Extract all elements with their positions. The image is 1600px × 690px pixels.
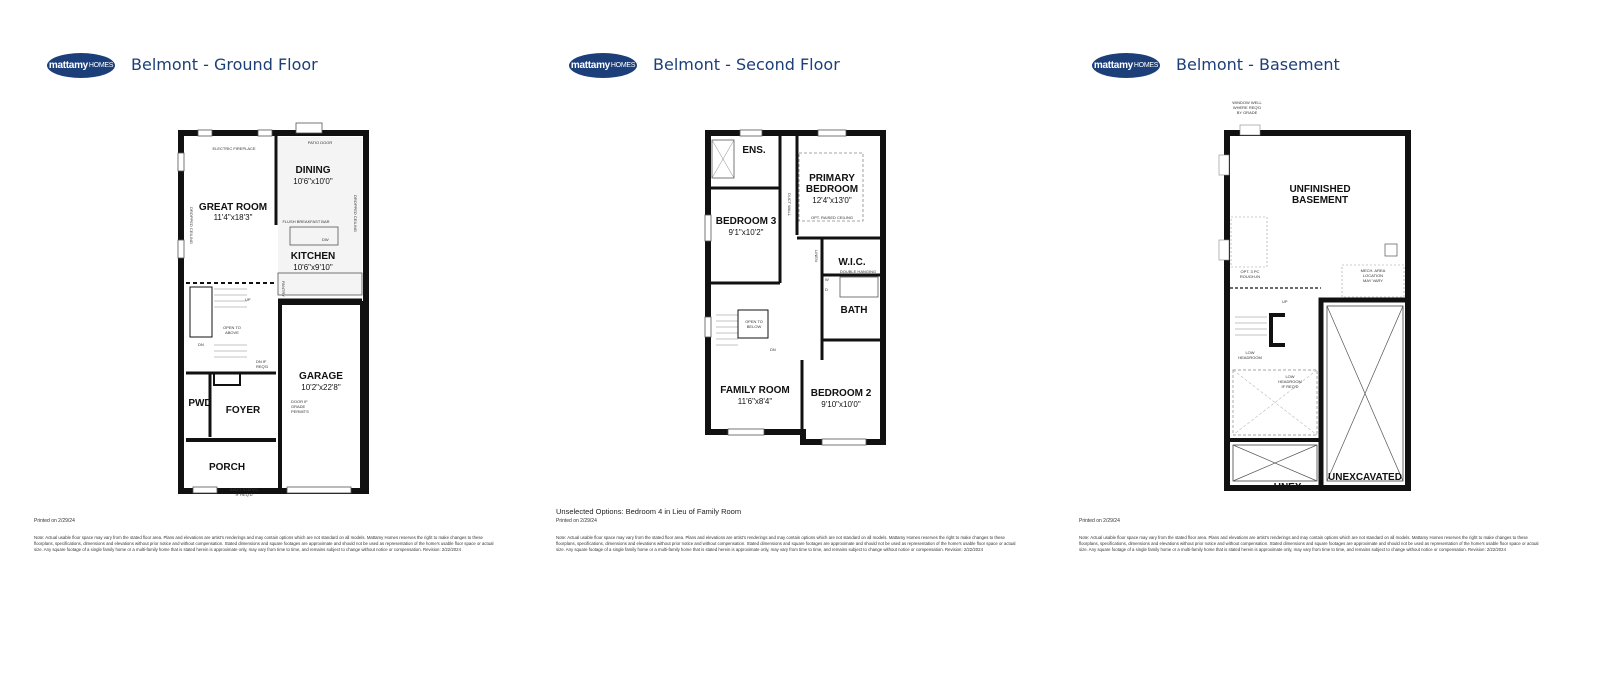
printed-date: Printed on 2/29/24 [34,518,75,524]
svg-text:ELECTRIC FIREPLACE: ELECTRIC FIREPLACE [212,146,256,151]
svg-text:REQ'D: REQ'D [256,364,269,369]
svg-text:IF REQ'D: IF REQ'D [1281,384,1299,389]
room-label: PWD [188,398,212,409]
svg-text:DN: DN [770,347,776,352]
svg-text:DW: DW [322,237,329,242]
room-label: BASEMENT [1291,195,1349,206]
room-label: W.I.C. [838,257,866,268]
svg-text:INSET STEP(S): INSET STEP(S) [229,487,259,492]
svg-text:UP: UP [1282,299,1288,304]
svg-text:IF REQ'D: IF REQ'D [235,492,253,497]
sheet-title: Belmont - Second Floor [653,55,840,74]
svg-text:ROUGH-IN: ROUGH-IN [1239,274,1261,279]
svg-text:D: D [825,287,828,292]
room-label: PORCH [208,462,246,473]
room-label: ENS. [742,145,766,156]
room-label: DINING [295,165,331,176]
svg-text:OPT. 3 PC: OPT. 3 PC [1240,269,1260,274]
svg-text:DN: DN [198,342,204,347]
svg-text:MAY VARY: MAY VARY [1363,278,1383,283]
svg-text:OPEN TO: OPEN TO [745,319,763,324]
room-label: BEDROOM 3 [715,216,777,227]
printed-date: Printed on 2/29/24 [556,518,597,524]
svg-text:DROPPED CEILING: DROPPED CEILING [353,195,358,232]
svg-text:PERMITS: PERMITS [291,409,309,414]
svg-text:BY GRADE: BY GRADE [1236,110,1258,115]
room-label: UNEXCAVATED [1328,472,1402,483]
room-label: KITCHEN [290,251,336,262]
floorplan-second [522,95,1042,505]
svg-text:LINEN: LINEN [814,250,819,262]
room-label: UNEX. [1273,482,1305,493]
room-label: FOYER [225,405,261,416]
svg-text:LOW: LOW [1285,374,1295,379]
room-label: BEDROOM [805,184,859,195]
svg-text:BELOW: BELOW [746,324,762,329]
room-dim: 11'6"x8'4" [737,397,773,406]
svg-text:DROPPED CEILING: DROPPED CEILING [189,207,194,244]
svg-text:HEADROOM: HEADROOM [1278,379,1302,384]
mattamy-logo: mattamy HOMES [1092,53,1160,78]
svg-text:WINDOW WELL: WINDOW WELL [1232,100,1262,105]
svg-text:OPT. RAISED CEILING: OPT. RAISED CEILING [810,215,854,220]
disclaimer-note: Note: Actual usable floor space may vary from the stated floor area. Plans and elevations are artist's renderings and may contain options which are not standard on all models. Mattamy Homes reserves the right to make changes to these floorplans, specifications, dimensions and elevations without prior notice and without compensation. Stated dimensions and square footages are approximate and should not be used as representation of the home's usable floor space or actual size. Any square footage of a single family home or a multi-family home that is stated herein is approximate only, may vary from time to time, and remains subject to change without notice or compensation. Revision: 2/22/2024 [556,535,1016,552]
svg-text:DUCT WALL: DUCT WALL [787,193,792,216]
svg-text:DOUBLE HANGING: DOUBLE HANGING [839,269,877,274]
room-dim: 10'6"x10'0" [293,177,333,186]
unselected-options: Unselected Options: Bedroom 4 in Lieu of Family Room [556,507,742,516]
sheet-title: Belmont - Ground Floor [131,55,318,74]
svg-text:MECH. AREA: MECH. AREA [1360,268,1386,273]
svg-text:UP: UP [245,297,251,302]
room-label: UNFINISHED [1289,184,1351,195]
mattamy-logo: mattamy HOMES [47,53,115,78]
room-label: GARAGE [299,371,343,382]
svg-text:OPEN TO: OPEN TO [223,325,241,330]
svg-text:HEADROOM: HEADROOM [1238,355,1262,360]
svg-text:LOW: LOW [1245,350,1255,355]
floorplan-ground [0,95,520,505]
room-dim: 9'10"x10'0" [821,400,861,409]
svg-text:PANTRY: PANTRY [281,281,286,297]
sheet-ground-floor [0,0,520,690]
room-label: PRIMARY [809,173,855,184]
room-dim: 10'6"x9'10" [293,263,333,272]
svg-text:WHERE REQ'D: WHERE REQ'D [1232,105,1262,110]
svg-text:W: W [825,277,829,282]
room-label: BATH [840,305,868,316]
room-dim: 11'4"x18'3" [213,213,253,222]
disclaimer-note: Note: Actual usable floor space may vary from the stated floor area. Plans and elevations are artist's renderings and may contain options which are not standard on all models. Mattamy Homes reserves the right to make changes to these floorplans, specifications, dimensions and elevations without prior notice and without compensation. Stated dimensions and square footages are approximate and should not be used as representation of the home's usable floor space or actual size. Any square footage of a single family home or a multi-family home that is stated herein is approximate only, may vary from time to time, and remains subject to change without notice or compensation. Revision: 2/22/2024 [1079,535,1539,552]
disclaimer-note: Note: Actual usable floor space may vary from the stated floor area. Plans and elevations are artist's renderings and may contain options which are not standard on all models. Mattamy Homes reserves the right to make changes to these floorplans, specifications, dimensions and elevations without prior notice and without compensation. Stated dimensions and square footages are approximate and should not be used as representation of the home's usable floor space or actual size. Any square footage of a single family home or a multi-family home that is stated herein is approximate only, may vary from time to time, and remains subject to change without notice or compensation. Revision: 2/22/2024 [34,535,494,552]
svg-text:DOOR IF: DOOR IF [291,399,308,404]
sheet-second-floor [522,0,1042,690]
room-label: BEDROOM 2 [810,388,872,399]
svg-text:PATIO DOOR: PATIO DOOR [307,140,333,145]
svg-text:FLUSH BREAKFAST BAR: FLUSH BREAKFAST BAR [282,219,330,224]
sheet-title: Belmont - Basement [1176,55,1340,74]
room-dim: 9'1"x10'2" [728,228,764,237]
room-label: FAMILY ROOM [720,385,790,396]
svg-text:GRADE: GRADE [291,404,306,409]
floorplan-basement [1045,95,1565,505]
svg-text:ABOVE: ABOVE [225,330,239,335]
printed-date: Printed on 2/29/24 [1079,518,1120,524]
sheet-basement [1045,0,1565,690]
svg-text:LOCATION: LOCATION [1362,273,1384,278]
room-dim: 10'2"x22'8" [301,383,341,392]
room-dim: 12'4"x13'0" [812,196,852,205]
mattamy-logo: mattamy HOMES [569,53,637,78]
svg-text:DN IF: DN IF [256,359,267,364]
room-label: GREAT ROOM [198,202,268,213]
